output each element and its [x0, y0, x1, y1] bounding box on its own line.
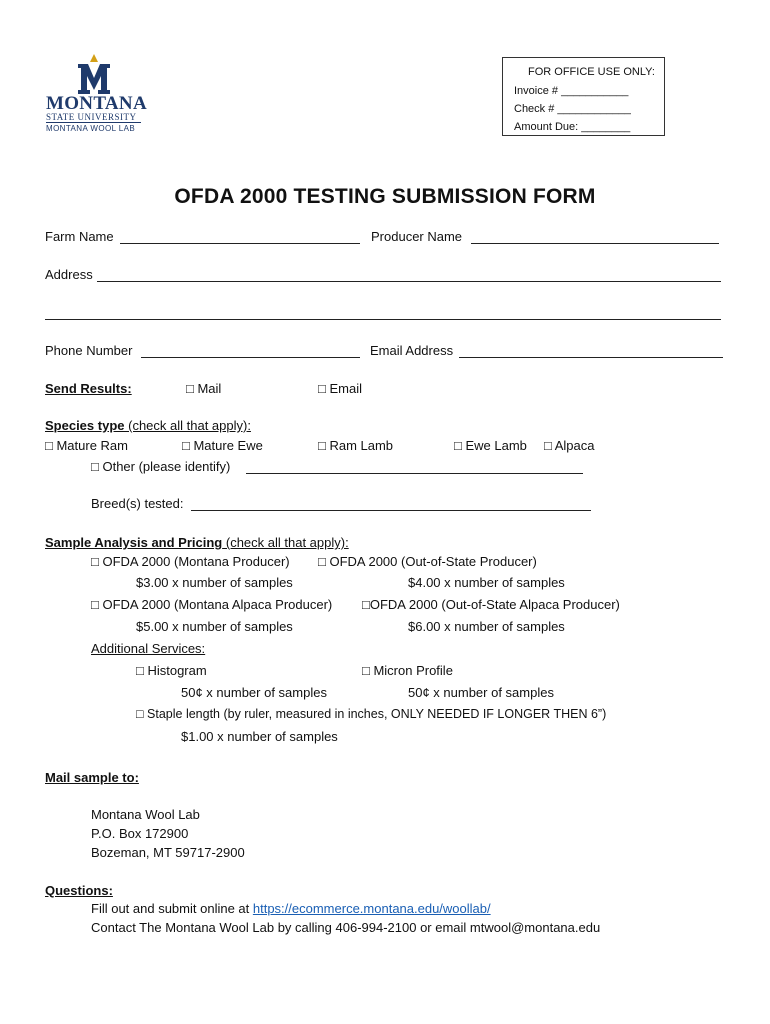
email-label: Email Address — [370, 343, 454, 358]
option-mt-producer[interactable]: □ OFDA 2000 (Montana Producer) — [91, 554, 290, 569]
send-email-checkbox[interactable]: □ Email — [318, 381, 362, 396]
producer-name-label: Producer Name — [371, 229, 463, 244]
logo-lab: MONTANA WOOL LAB — [46, 124, 136, 133]
analysis-label: Sample Analysis and Pricing — [45, 535, 223, 550]
option-micron-profile[interactable]: □ Micron Profile — [362, 663, 453, 678]
logo-divider — [46, 122, 141, 123]
price-staple-length: $1.00 x number of samples — [181, 729, 338, 744]
office-invoice: Invoice # ___________ — [514, 85, 629, 97]
contact-line: Contact The Montana Wool Lab by calling 406-994-2100 or email mtwool@montana.edu — [91, 920, 601, 935]
office-amount: Amount Due: ________ — [514, 121, 631, 133]
species-other-field[interactable] — [246, 473, 583, 474]
species-ram-lamb[interactable]: □ Ram Lamb — [318, 438, 394, 453]
office-check: Check # ____________ — [514, 103, 631, 115]
phone-field[interactable] — [141, 357, 360, 358]
send-mail-checkbox[interactable]: □ Mail — [186, 381, 222, 396]
office-heading: FOR OFFICE USE ONLY: — [528, 66, 655, 78]
species-ewe-lamb[interactable]: □ Ewe Lamb — [454, 438, 527, 453]
address-field-line1[interactable] — [97, 281, 721, 282]
address-field-line2[interactable] — [45, 319, 721, 320]
mail-address-line3: Bozeman, MT 59717-2900 — [91, 845, 245, 860]
farm-name-label: Farm Name — [45, 229, 114, 244]
price-mt-producer: $3.00 x number of samples — [136, 575, 293, 590]
page-title: OFDA 2000 TESTING SUBMISSION FORM — [174, 185, 596, 208]
mail-sample-label: Mail sample to: — [45, 770, 139, 785]
analysis-note: (check all that apply): — [222, 535, 349, 550]
producer-name-field[interactable] — [471, 243, 719, 244]
office-use-box — [502, 57, 665, 136]
send-results-label: Send Results: — [45, 381, 132, 396]
farm-name-field[interactable] — [120, 243, 360, 244]
species-mature-ram[interactable]: □ Mature Ram — [45, 438, 128, 453]
mail-address-line2: P.O. Box 172900 — [91, 826, 189, 841]
phone-label: Phone Number — [45, 343, 133, 358]
questions-label: Questions: — [45, 883, 113, 898]
price-micron-profile: 50¢ x number of samples — [408, 685, 554, 700]
email-field[interactable] — [459, 357, 723, 358]
woollab-link[interactable]: https://ecommerce.montana.edu/woollab/ — [252, 901, 491, 916]
price-histogram: 50¢ x number of samples — [181, 685, 327, 700]
species-other[interactable]: □ Other (please identify) — [91, 459, 231, 474]
online-line — [91, 901, 491, 916]
price-oos-alpaca: $6.00 x number of samples — [408, 619, 565, 634]
price-oos-producer: $4.00 x number of samples — [408, 575, 565, 590]
species-label: Species type — [45, 418, 125, 433]
logo-name: MONTANA — [46, 93, 147, 114]
address-label: Address — [45, 267, 93, 282]
analysis-heading — [45, 535, 349, 550]
species-alpaca[interactable]: □ Alpaca — [544, 438, 595, 453]
option-staple-length[interactable]: □ Staple length (by ruler, measured in inches, ONLY NEEDED IF LONGER THEN 6”) — [136, 707, 607, 721]
online-prefix: Fill out and submit online at — [91, 901, 253, 916]
species-heading — [45, 418, 251, 433]
option-mt-alpaca[interactable]: □ OFDA 2000 (Montana Alpaca Producer) — [91, 597, 333, 612]
option-histogram[interactable]: □ Histogram — [136, 663, 207, 678]
option-oos-alpaca[interactable]: □OFDA 2000 (Out-of-State Alpaca Producer) — [362, 597, 620, 612]
logo-university: STATE UNIVERSITY — [46, 112, 137, 122]
breeds-label: Breed(s) tested: — [91, 496, 184, 511]
species-note: (check all that apply): — [124, 418, 251, 433]
option-oos-producer[interactable]: □ OFDA 2000 (Out-of-State Producer) — [318, 554, 537, 569]
mail-address-line1: Montana Wool Lab — [91, 807, 200, 822]
additional-services-label: Additional Services: — [91, 641, 206, 656]
breeds-field[interactable] — [191, 510, 591, 511]
price-mt-alpaca: $5.00 x number of samples — [136, 619, 293, 634]
species-mature-ewe[interactable]: □ Mature Ewe — [182, 438, 263, 453]
msu-logo-mark — [76, 54, 112, 94]
